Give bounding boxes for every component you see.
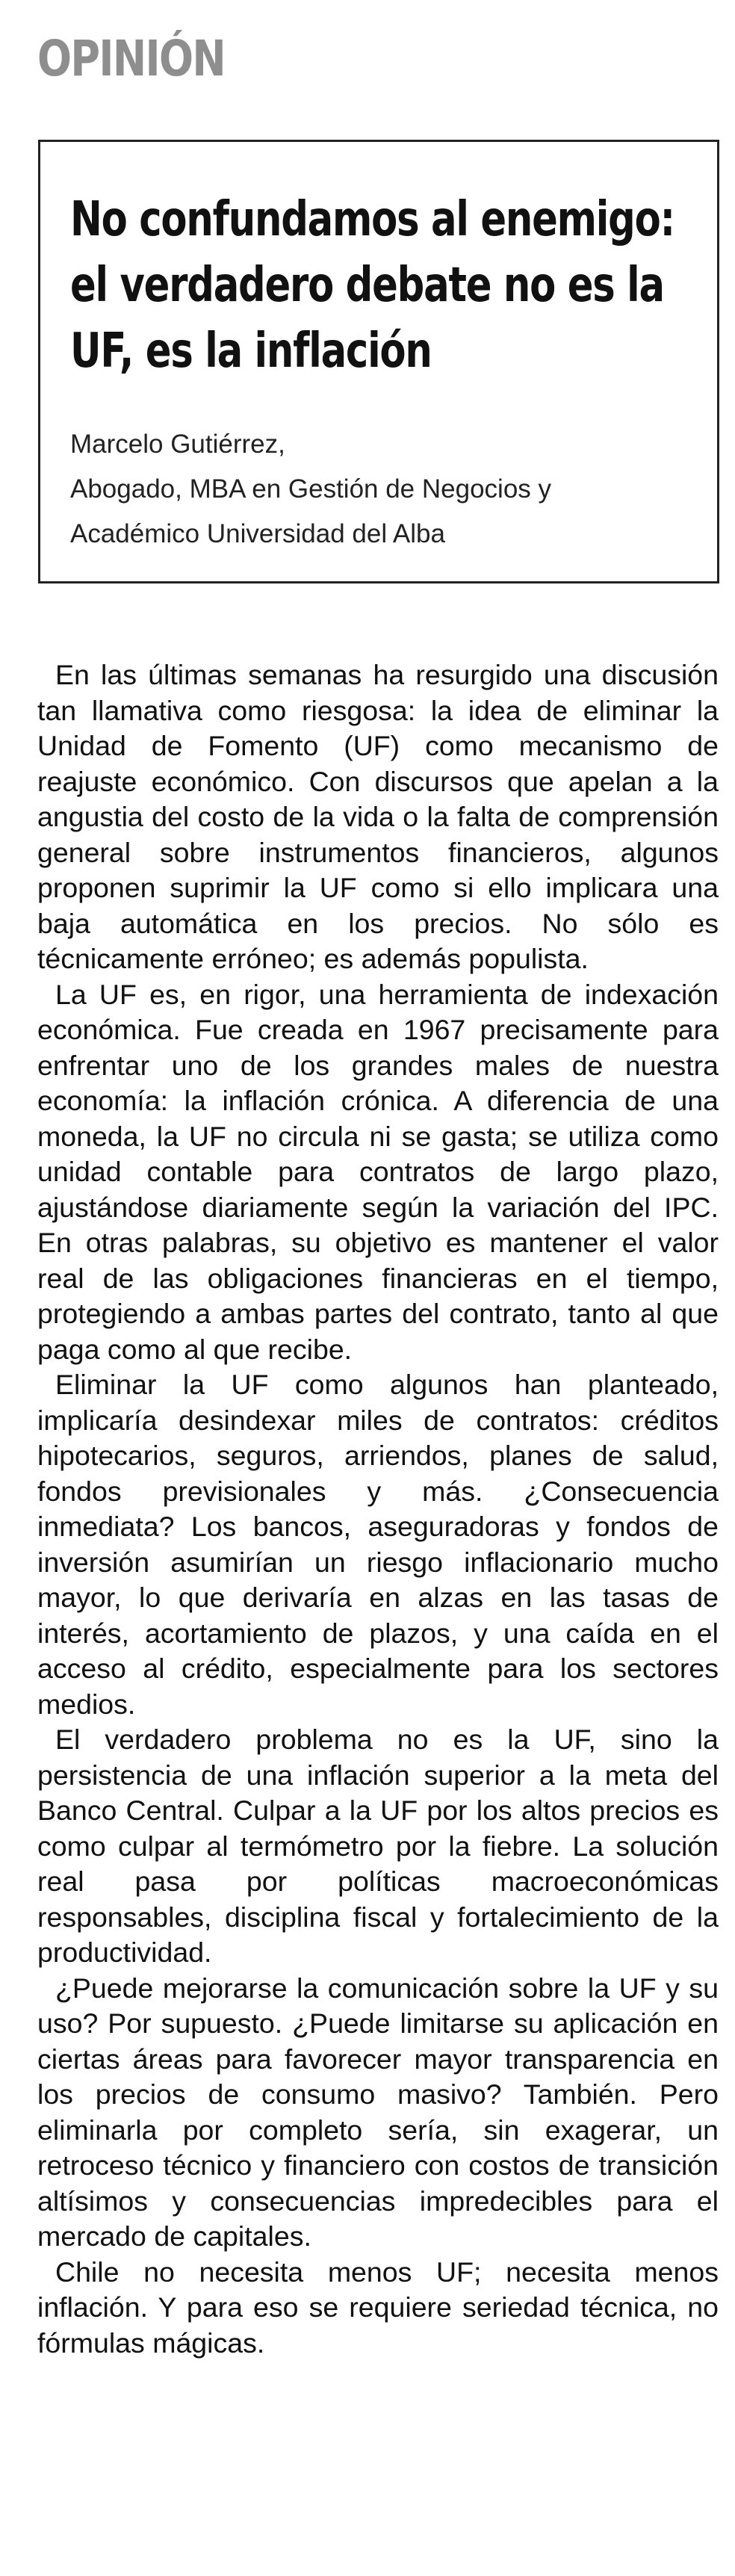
body-paragraph: En las últimas semanas ha resurgido una discusión tan llamativa como riesgosa: la idea de eliminar la Unidad de Fomento (UF) como mecanismo de reajuste económico. Con discursos que apelan a la angustia del costo de la vida o la falta de comprensión general sobre instrumentos financieros, algunos proponen suprimir la UF como si ello implicara una baja automática en los precios. No sólo es técnicamente erróneo; es además populista. xyxy=(37,659,719,974)
article-body xyxy=(37,657,719,2361)
author-role: Abogado, MBA en Gestión de Negocios y xyxy=(70,474,552,504)
article-title: No confundamos al enemigo: el verdadero debate no es la UF, es la inflación xyxy=(70,192,674,379)
body-paragraph: Chile no necesita menos UF; necesita menos inflación. Y para eso se requiere seriedad técnica, no fórmulas mágicas. xyxy=(37,2255,719,2359)
section-label: OPINIÓN xyxy=(37,30,226,87)
byline xyxy=(70,422,551,557)
headline-box xyxy=(38,140,719,583)
body-paragraph: El verdadero problema no es la UF, sino la persistencia de una inflación superior a la meta del Banco Central. Culpar a la UF por los altos precios es como culpar al termómetro por la fiebre. La solución real pasa por políticas macroeconómicas responsables, disciplina fiscal y fortalecimiento de la productividad. xyxy=(37,1724,719,1968)
body-paragraph: ¿Puede mejorarse la comunicación sobre la UF y su uso? Por supuesto. ¿Puede limitarse su aplicación en ciertas áreas para favorecer mayor transparencia en los precios de consumo masivo? También. Pero eliminarla por completo sería, sin exagerar, un retroceso técnico y financiero con costos de transición altísimos y consecuencias impredecibles para el mercado de capitales. xyxy=(37,1972,719,2252)
body-paragraph: Eliminar la UF como algunos han planteado, implicaría desindexar miles de contratos: créditos hipotecarios, seguros, arriendos, planes de salud, fondos previsionales y más. ¿Consecuencia inmediata? Los bancos, aseguradoras y fondos de inversión asumirían un riesgo inflacionario mucho mayor, lo que derivaría en alzas en las tasas de interés, acortamiento de plazos, y una caída en el acceso al crédito, especialmente para los sectores medios. xyxy=(37,1369,719,1720)
body-paragraph: La UF es, en rigor, una herramienta de indexación económica. Fue creada en 1967 precisamente para enfrentar uno de los grandes males de nuestra economía: la inflación crónica. A diferencia de una moneda, la UF no circula ni se gasta; se utiliza como unidad contable para contratos de largo plazo, ajustándose diariamente según la variación del IPC. En otras palabras, su objetivo es mantener el valor real de las obligaciones financieras en el tiempo, protegiendo a ambas partes del contrato, tanto al que paga como al que recibe. xyxy=(37,978,719,1365)
author-affiliation: Académico Universidad del Alba xyxy=(70,519,445,548)
author-name: Marcelo Gutiérrez, xyxy=(70,430,285,459)
